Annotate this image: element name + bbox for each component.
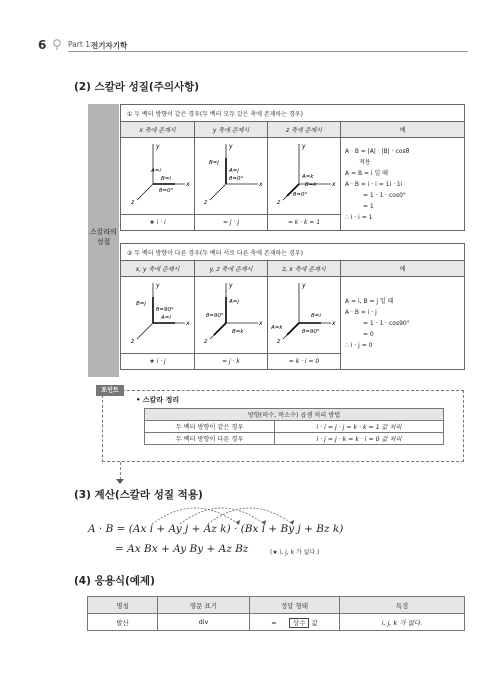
result-jj: = j · j bbox=[195, 215, 268, 231]
diagram-cell bbox=[268, 138, 341, 215]
col-header-z: z 축에 존재시 bbox=[268, 122, 341, 138]
axis-x-label: x bbox=[332, 320, 336, 327]
scalar-rules-table bbox=[144, 408, 444, 445]
dashed-arc-connectors bbox=[140, 496, 320, 526]
axis-z-label: z bbox=[130, 199, 134, 206]
example-different-direction: A = i, B = j 일 때 A · B = i · j = 1 · 1 · cos90° = 0 ∴ i · j = 0 bbox=[341, 277, 465, 370]
formula-note: (★ i, j, k 가 없다.) bbox=[270, 549, 320, 556]
different-direction-table bbox=[120, 243, 465, 370]
col-header-yz: y, z 축에 존재시 bbox=[195, 261, 268, 277]
vector-diagram-xy bbox=[123, 277, 193, 351]
axis-y-label: y bbox=[155, 143, 160, 150]
diagram-cell bbox=[121, 138, 195, 215]
vector-diagram-x bbox=[123, 138, 193, 212]
axis-y-label: y bbox=[155, 282, 160, 289]
diagram-cell bbox=[195, 138, 268, 215]
vector-label-b: B=k bbox=[305, 182, 317, 188]
col-header-zx: z, x 축에 존재시 bbox=[268, 261, 341, 277]
diagram-cell bbox=[121, 277, 195, 354]
boxed-constant: 상수 bbox=[289, 618, 310, 628]
axis-x-label: x bbox=[332, 181, 336, 188]
angle-label: θ=0° bbox=[158, 188, 173, 194]
axis-y-label: y bbox=[302, 143, 306, 150]
axis-z-label: z bbox=[130, 338, 134, 345]
vector-label-a: A=i bbox=[160, 315, 171, 321]
scalar-rules-header: 방향(허수, 복소수) 곱셈 처리 방법 bbox=[145, 409, 444, 421]
location-pin-icon bbox=[50, 37, 64, 51]
page-number: 6 bbox=[38, 38, 47, 52]
example-same-direction: A · B = |A| · |B| · cosθ 적용 A = B = i 일 때 A · B = i · i = 1i · 1i = 1 · 1 · cos0° = 1 ∴ i · i = 1 bbox=[341, 138, 465, 231]
formula-line-2: = Ax Bx + Ay By + Az Bz bbox=[115, 543, 249, 555]
section-2-title: (2) 스칼라 성질(주의사항) bbox=[74, 81, 200, 93]
vector-diagram-y bbox=[196, 138, 266, 212]
col-header-x: x 축에 존재시 bbox=[121, 122, 195, 138]
point-badge: 포인트 bbox=[96, 385, 124, 396]
vector-label-a: A=j bbox=[229, 299, 239, 305]
axis-y-label: y bbox=[229, 143, 233, 150]
angle-label: θ=90° bbox=[302, 329, 320, 335]
col-header-xy: x, y 축에 존재시 bbox=[121, 261, 195, 277]
rule-value-same: i · i = j · j = k · k = 1 값 처리 bbox=[275, 421, 444, 433]
result-kk: = k · k = 1 bbox=[268, 215, 341, 231]
section-4-title: (4) 응용식(예제) bbox=[74, 575, 155, 587]
vector-label-b: B=j bbox=[209, 160, 219, 166]
axis-x-label: x bbox=[259, 181, 263, 188]
vector-label-a: A=i bbox=[150, 168, 161, 174]
different-direction-caption: ② 두 벡터 방향이 다른 경우(두 벡터 서로 다른 축에 존재하는 경우) bbox=[121, 244, 465, 261]
same-direction-table bbox=[120, 104, 465, 231]
application-table bbox=[87, 596, 465, 631]
formula-line-1: A · B = (Ax i + Ay j + Az k) · (Bx i + By j + Bz k) bbox=[88, 523, 344, 535]
axis-z-label: z bbox=[204, 338, 208, 345]
vector-label-b: B=j bbox=[135, 301, 146, 307]
angle-label: θ=90° bbox=[206, 313, 224, 319]
axis-z-label: z bbox=[204, 199, 208, 206]
header-rule bbox=[68, 51, 468, 52]
cell-answer-form: = 상수 값 bbox=[250, 614, 340, 631]
vector-label-b: B=i bbox=[160, 176, 171, 182]
col-header-answer-form: 정답 형태 bbox=[250, 597, 340, 614]
axis-x-label: x bbox=[185, 320, 190, 327]
arrow-down-icon bbox=[116, 479, 124, 484]
cell-english: div bbox=[158, 614, 250, 631]
axis-y-label: y bbox=[229, 282, 233, 289]
vector-label-a: A=k bbox=[271, 325, 283, 331]
vector-label-b: B=k bbox=[232, 329, 244, 335]
result-ij: ★ i · j bbox=[121, 354, 195, 370]
side-label: 스칼라의 성질 bbox=[89, 228, 118, 246]
col-header-y: y 축에 존재시 bbox=[195, 122, 268, 138]
cell-name: 발산 bbox=[88, 614, 158, 631]
col-header-name: 명칭 bbox=[88, 597, 158, 614]
axis-x-label: x bbox=[259, 320, 263, 327]
result-ii: ★ i · i bbox=[121, 215, 195, 231]
angle-label: θ=90° bbox=[155, 307, 174, 313]
vector-diagram-zx bbox=[269, 277, 339, 351]
col-header-example: 예 bbox=[341, 122, 465, 138]
connector-line bbox=[120, 462, 121, 480]
col-header-english: 영문 표기 bbox=[158, 597, 250, 614]
chapter-title: 전기자기학 bbox=[91, 41, 128, 50]
same-direction-caption: ① 두 벡터 방향이 같은 경우(두 벡터 모두 같은 축에 존재하는 경우) bbox=[121, 105, 465, 122]
result-ki: = k · i = 0 bbox=[268, 354, 341, 370]
section-3-title: (3) 계산(스칼라 성질 적용) bbox=[74, 489, 203, 501]
result-jk: = j · k bbox=[195, 354, 268, 370]
diagram-cell bbox=[195, 277, 268, 354]
axis-y-label: y bbox=[302, 282, 306, 289]
angle-label: θ=0° bbox=[293, 192, 308, 198]
vector-label-a: A=j bbox=[229, 168, 239, 174]
cell-feature: i, j, k 가 없다. bbox=[340, 614, 465, 631]
part-label: Part 1 bbox=[68, 40, 90, 49]
vector-label-b: B=i bbox=[311, 313, 321, 319]
angle-label: θ=0° bbox=[229, 176, 244, 182]
diagram-cell bbox=[268, 277, 341, 354]
rule-label-different: 두 벡터 방향이 다른 경우 bbox=[145, 433, 275, 445]
vector-label-a: A=k bbox=[302, 174, 314, 180]
rule-value-different: i · j = j · k = k · i = 0 값 처리 bbox=[275, 433, 444, 445]
vector-diagram-z bbox=[269, 138, 339, 212]
vector-diagram-yz bbox=[196, 277, 266, 351]
axis-z-label: z bbox=[277, 199, 281, 206]
rule-label-same: 두 벡터 방향이 같은 경우 bbox=[145, 421, 275, 433]
axis-z-label: z bbox=[277, 338, 281, 345]
point-title: • 스칼라 정리 bbox=[136, 396, 180, 404]
axis-x-label: x bbox=[185, 181, 190, 188]
col-header-example: 예 bbox=[341, 261, 465, 277]
col-header-feature: 특징 bbox=[340, 597, 465, 614]
